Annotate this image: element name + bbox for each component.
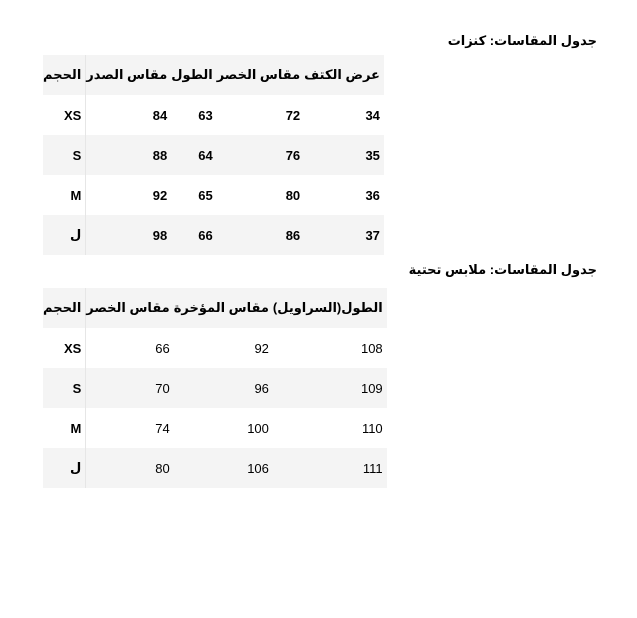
cell-length: 63 <box>198 107 213 123</box>
tops-size-chart-title: جدول المقاسات: كنزات <box>447 33 597 48</box>
cell-waist: 86 <box>217 215 304 255</box>
header-shoulder: عرض الكتف <box>304 55 384 95</box>
cell-chest: 88 <box>86 135 171 175</box>
cell-size: XS <box>43 328 86 368</box>
cell-length: 64 <box>171 135 216 175</box>
cell-waist: 80 <box>285 187 301 203</box>
table-row <box>43 408 387 448</box>
table-row <box>43 95 384 135</box>
cell-chest: 92 <box>152 187 168 203</box>
cell-chest: 98 <box>86 215 171 255</box>
table-row <box>43 215 384 255</box>
cell-shoulder: 35 <box>304 135 384 175</box>
cell-pants-length: 108 <box>360 340 383 356</box>
cell-length: 66 <box>171 215 216 255</box>
cell-waist: 80 <box>86 448 174 488</box>
header-chest: مقاس الصدر <box>86 55 171 95</box>
underwear-size-table <box>43 288 387 488</box>
tops-size-table <box>43 55 384 255</box>
table-row <box>43 368 387 408</box>
cell-waist: 72 <box>285 107 301 123</box>
cell-shoulder: 36 <box>365 187 380 203</box>
cell-size: M <box>43 175 86 215</box>
cell-shoulder: 34 <box>365 107 380 123</box>
table-header-row <box>43 288 387 328</box>
cell-size: S <box>43 368 86 408</box>
cell-size: ل <box>43 448 86 488</box>
cell-length: 65 <box>198 187 213 203</box>
cell-pants-length: 109 <box>273 368 387 408</box>
table-row <box>43 175 384 215</box>
cell-pants-length: 111 <box>273 448 387 488</box>
cell-shoulder: 37 <box>304 215 384 255</box>
table-header-row <box>43 55 384 95</box>
cell-waist: 74 <box>155 420 170 436</box>
header-hip: مقاس المؤخرة <box>174 288 273 328</box>
cell-waist: 66 <box>155 340 170 356</box>
cell-pants-length: 110 <box>361 420 383 436</box>
cell-hip: 96 <box>174 368 273 408</box>
cell-size: M <box>43 408 86 448</box>
header-length: الطول <box>171 55 216 95</box>
header-waist: مقاس الخصر <box>86 288 174 328</box>
cell-chest: 84 <box>152 107 168 123</box>
table-row <box>43 135 384 175</box>
table-row <box>43 328 387 368</box>
cell-size: XS <box>43 95 86 135</box>
cell-hip: 100 <box>247 420 269 436</box>
header-size: الحجم <box>43 55 86 95</box>
cell-waist: 70 <box>86 368 174 408</box>
cell-size: ل <box>43 215 86 255</box>
header-size: الحجم <box>43 288 86 328</box>
table-row <box>43 448 387 488</box>
header-waist: مقاس الخصر <box>217 55 304 95</box>
underwear-size-chart-title: جدول المقاسات: ملابس تحتية <box>408 262 597 277</box>
cell-hip: 106 <box>174 448 273 488</box>
cell-size: S <box>43 135 86 175</box>
header-pants-length: الطول(السراويل) <box>273 288 387 328</box>
cell-hip: 92 <box>254 340 269 356</box>
cell-waist: 76 <box>217 135 304 175</box>
